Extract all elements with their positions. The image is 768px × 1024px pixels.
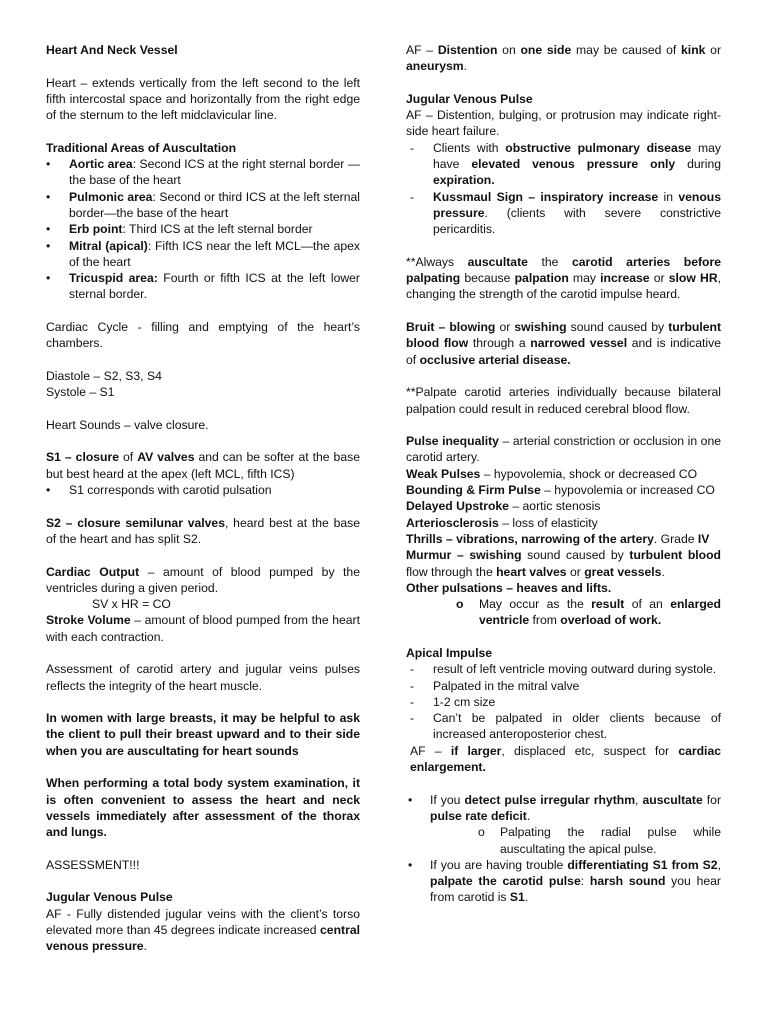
bullet-icon: • (46, 189, 51, 204)
list-item: - Palpated in the mitral valve (410, 678, 580, 693)
cardiac-cycle-paragraph: Cardiac Cycle - filling and emptying of the heart’s chambers. (46, 320, 360, 351)
right-column (406, 42, 721, 906)
document-title: Heart And Neck Vessel (46, 43, 178, 57)
dash-icon: - (410, 694, 415, 709)
dash-icon: - (410, 662, 415, 677)
systole-line: Systole – S1 (46, 385, 115, 400)
jvp-paragraph: AF - Fully distended jugular veins with the client’s torso elevated more than 45 degrees indicate increased central venous pressure. (46, 906, 360, 954)
list-item: • If you detect pulse irregular rhythm, auscultate for pulse rate deficit. (408, 792, 722, 823)
list-item: o Palpating the radial pulse while auscultating the apical pulse. (478, 825, 721, 856)
women-note: In women with large breasts, it may be helpful to ask the client to pull their breast upward and to their side when you are auscultating for heart sounds (46, 711, 360, 758)
s2-paragraph: S2 – closure semilunar valves, heard best at the base of the heart and has split S2. (46, 515, 361, 546)
bullet-icon: • (408, 857, 413, 872)
af-cardiac-enlargement: AF – if larger, displaced etc, suspect for cardiac enlargement. (410, 743, 721, 775)
assessment-heading: ASSESSMENT!!! (46, 857, 140, 872)
af-distention-paragraph: AF – Distention on one side may be caused of kink or aneurysm. (406, 43, 721, 74)
bullet-icon: • (46, 238, 51, 253)
s1-paragraph: S1 – closure of AV valves and can be softer at the base but best heard at the apex (left MCL, fifth ICS) (46, 450, 360, 481)
circle-bullet-icon: o (478, 825, 485, 840)
list-item: o May occur as the result of an enlarged ventricle from overload of work. (456, 597, 721, 628)
list-item: - 1-2 cm size (410, 694, 496, 709)
left-column (46, 42, 360, 955)
jvp-heading: Jugular Venous Pulse (46, 890, 173, 905)
diastole-line: Diastole – S2, S3, S4 (46, 368, 162, 383)
bullet-icon: • (46, 222, 51, 237)
apical-impulse-heading: Apical Impulse (406, 645, 493, 660)
list-item: • Pulmonic area: Second or third ICS at the left sternal border—the base of the heart (46, 189, 360, 220)
heart-intro-paragraph: Heart – extends vertically from the left second to the left fifth intercostal space and horizontally from the right edge of the sternum to the left midclavicular line. (46, 75, 360, 123)
cardiac-output-paragraph: Cardiac Output – amount of blood pumped by the ventricles during a given period. (46, 564, 360, 595)
arteriosclerosis-line: Arteriosclerosis – loss of elasticity (406, 515, 598, 530)
total-exam-note: When performing a total body system examination, it is often convenient to assess the heart and neck vessels immediately after assessment of the thorax and lungs. (46, 776, 360, 840)
pulse-inequality-line: Pulse inequality – arterial constriction or occlusion in one carotid artery. (406, 434, 721, 465)
list-item: - Kussmaul Sign – inspiratory increase in venous pressure. (clients with severe constrictive pericarditis. (410, 189, 721, 237)
list-item: - Can’t be palpated in older clients because of increased anteroposterior chest. (410, 711, 721, 742)
list-item: • Erb point: Third ICS at the left sternal border (46, 222, 313, 237)
cardiac-output-formula: SV x HR = CO (92, 597, 171, 612)
jvp-heading-right: Jugular Venous Pulse (406, 91, 533, 106)
weak-pulses-line: Weak Pulses – hypovolemia, shock or decreased CO (406, 466, 698, 481)
heart-sounds-line: Heart Sounds – valve closure. (46, 417, 209, 432)
thrills-line: Thrills – vibrations, narrowing of the artery. Grade IV (406, 531, 710, 546)
dash-icon: - (410, 711, 415, 726)
murmur-line: Murmur – swishing sound caused by turbulent blood flow through the heart valves or great vessels. (406, 548, 721, 579)
list-item: • S1 corresponds with carotid pulsation (46, 483, 272, 498)
list-item: • If you are having trouble differentiating S1 from S2, palpate the carotid pulse: harsh sound you hear from carotid is S1. (408, 857, 721, 905)
bruit-paragraph: Bruit – blowing or swishing sound caused by turbulent blood flow through a narrowed vessel and is indicative of occlusive arterial disease. (406, 320, 722, 367)
list-item: • Mitral (apical): Fifth ICS near the left MCL—the apex of the heart (46, 238, 360, 269)
list-item: • Aortic area: Second ICS at the right sternal border —the base of the heart (46, 157, 360, 188)
delayed-upstroke-line: Delayed Upstroke – aortic stenosis (406, 499, 601, 514)
bullet-icon: • (46, 271, 51, 286)
other-pulsations-line: Other pulsations – heaves and lifts. (406, 580, 612, 595)
dash-icon: - (410, 189, 415, 204)
always-auscultate-note: **Always auscultate the carotid arteries before palpating because palpation may increase or slow HR, changing the strength of the carotid impulse heard. (406, 254, 722, 302)
bullet-icon: • (46, 157, 51, 172)
dash-icon: - (410, 678, 415, 693)
bullet-icon: • (46, 483, 51, 498)
bounding-pulse-line: Bounding & Firm Pulse – hypovolemia or increased CO (406, 483, 715, 498)
stroke-volume-paragraph: Stroke Volume – amount of blood pumped from the heart with each contraction. (46, 613, 360, 644)
auscultation-areas-heading: Traditional Areas of Auscultation (46, 140, 237, 155)
circle-bullet-icon: o (456, 597, 464, 612)
bullet-icon: • (408, 792, 413, 807)
assessment-paragraph: Assessment of carotid artery and jugular veins pulses reflects the integrity of the heart muscle. (46, 662, 360, 693)
list-item: - Clients with obstructive pulmonary disease may have elevated venous pressure only during expiration. (410, 140, 722, 188)
dash-icon: - (410, 140, 415, 155)
list-item: • Tricuspid area: Fourth or fifth ICS at the left lower sternal border. (46, 271, 360, 302)
list-item: - result of left ventricle moving outward during systole. (410, 662, 717, 677)
af-heart-failure-paragraph: AF – Distention, bulging, or protrusion may indicate right-side heart failure. (406, 108, 721, 139)
palpate-note: **Palpate carotid arteries individually because bilateral palpation could result in reduced cerebral blood flow. (406, 385, 721, 416)
